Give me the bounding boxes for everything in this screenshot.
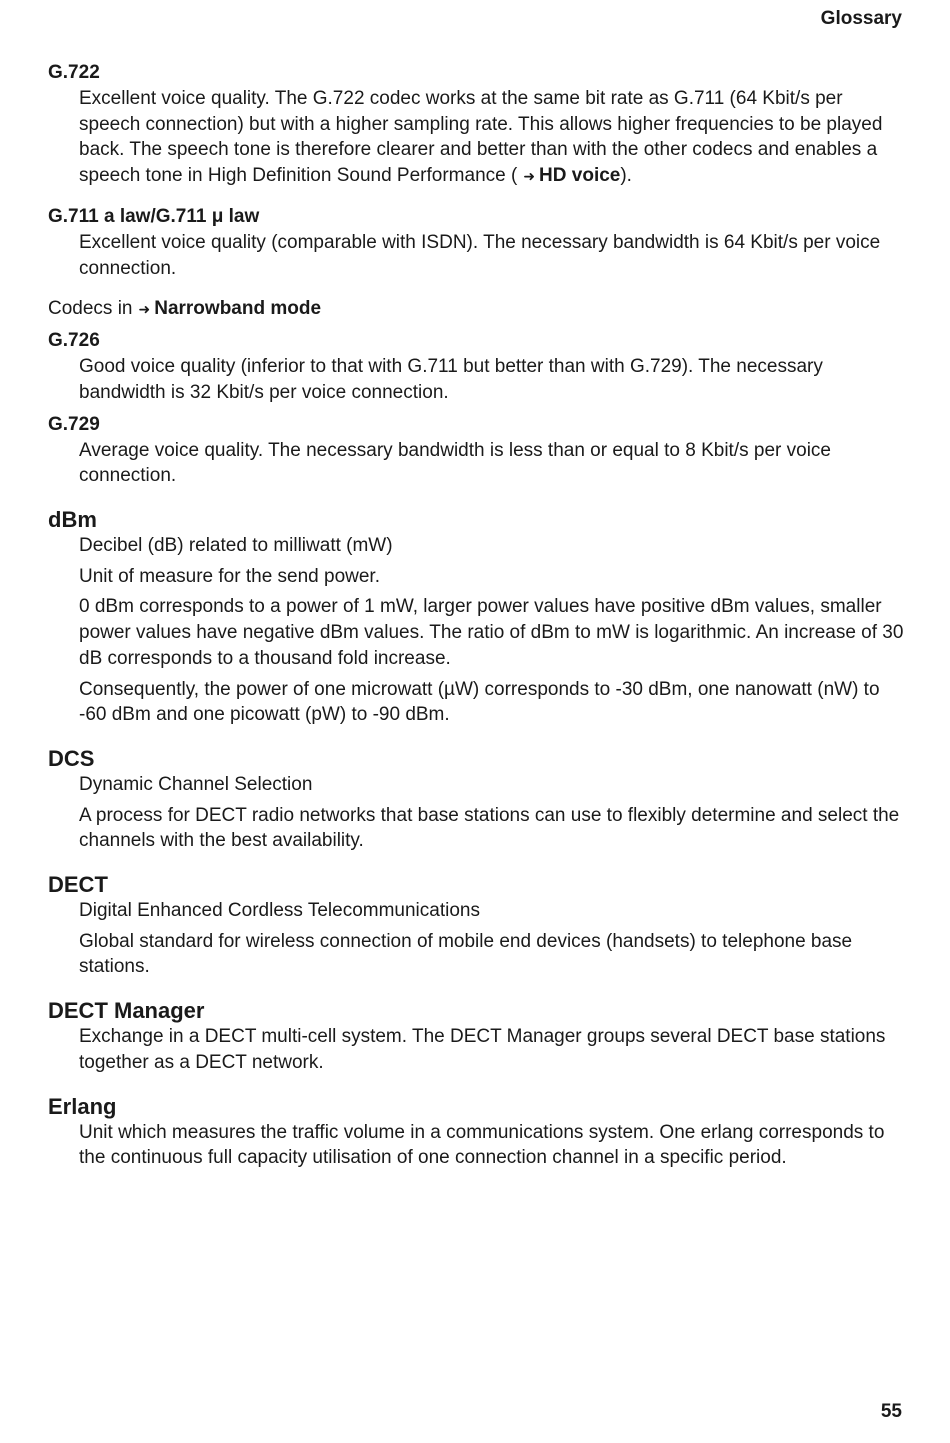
definition-dcs-1: Dynamic Channel Selection: [79, 773, 313, 795]
definition-dbm-4: Consequently, the power of one microwatt (µW) corresponds to -30 dBm, one nanowatt (nW) to -60 dBm and one picowatt (pW) to -90 dBm.: [79, 678, 880, 726]
definition-g726: Good voice quality (inferior to that with G.711 but better than with G.729). The necessary bandwidth is 32 Kbit/s per voice connection.: [79, 356, 823, 403]
link-narrowband-mode[interactable]: Narrowband mode: [154, 298, 322, 320]
definition-dect-manager: Exchange in a DECT multi-cell system. The DECT Manager groups several DECT base stations together as a DECT network.: [79, 1026, 886, 1073]
definition-dbm-2: Unit of measure for the send power.: [79, 565, 380, 587]
narrowband-prefix: Codecs in: [48, 298, 133, 320]
term-dect-manager: DECT Manager: [48, 998, 205, 1024]
term-g711: G.711 a law/G.711 μ law: [48, 205, 260, 227]
definition-g722: [79, 86, 908, 190]
definition-dbm-1: Decibel (dB) related to milliwatt (mW): [79, 535, 393, 557]
definition-erlang: Unit which measures the traffic volume in a communications system. One erlang corresponds to the continuous full capacity utilisation of one connection channel in a specific period.: [79, 1121, 885, 1169]
term-dbm: dBm: [48, 507, 97, 533]
arrow-icon: ➜: [138, 301, 151, 318]
glossary-content: [48, 60, 908, 1171]
definition-g729: Average voice quality. The necessary bandwidth is less than or equal to 8 Kbit/s per voice connection.: [79, 439, 831, 487]
link-hd-voice[interactable]: HD voice: [539, 165, 621, 187]
term-g729: G.729: [48, 413, 100, 435]
definition-g722-end: ).: [620, 165, 632, 187]
arrow-icon: ➜: [523, 168, 536, 185]
definition-g722-text: Excellent voice quality. The G.722 codec works at the same bit rate as G.711 (64 Kbit/s per speech connection) but with a higher sampling rate. This allows higher frequencies to be played back. The speech tone is therefore clearer and better than with the other codecs and enables a speech tone in High Definition Sound Performance (: [79, 88, 883, 187]
page-number: 55: [880, 1401, 902, 1422]
definition-g711: Excellent voice quality (comparable with ISDN). The necessary bandwidth is 64 Kbit/s per voice connection.: [79, 231, 881, 279]
definition-dbm-3: 0 dBm corresponds to a power of 1 mW, larger power values have positive dBm values, smaller power values have negative dBm values. The ratio of dBm to mW is logarithmic. An increase of 30 dB corresponds to a thousand fold increase.: [79, 596, 904, 669]
definition-dcs-2: A process for DECT radio networks that base stations can use to flexibly determine and select the channels with the best availability.: [79, 804, 900, 852]
term-erlang: Erlang: [48, 1093, 117, 1119]
narrowband-note: [48, 296, 908, 322]
term-dect: DECT: [48, 872, 108, 898]
term-dcs: DCS: [48, 745, 95, 771]
definition-dect-2: Global standard for wireless connection of mobile end devices (handsets) to telephone base stations.: [79, 930, 853, 978]
term-g722: G.722: [48, 62, 100, 83]
section-header: Glossary: [820, 8, 902, 29]
definition-dect-1: Digital Enhanced Cordless Telecommunications: [79, 900, 480, 922]
term-g726: G.726: [48, 330, 100, 352]
